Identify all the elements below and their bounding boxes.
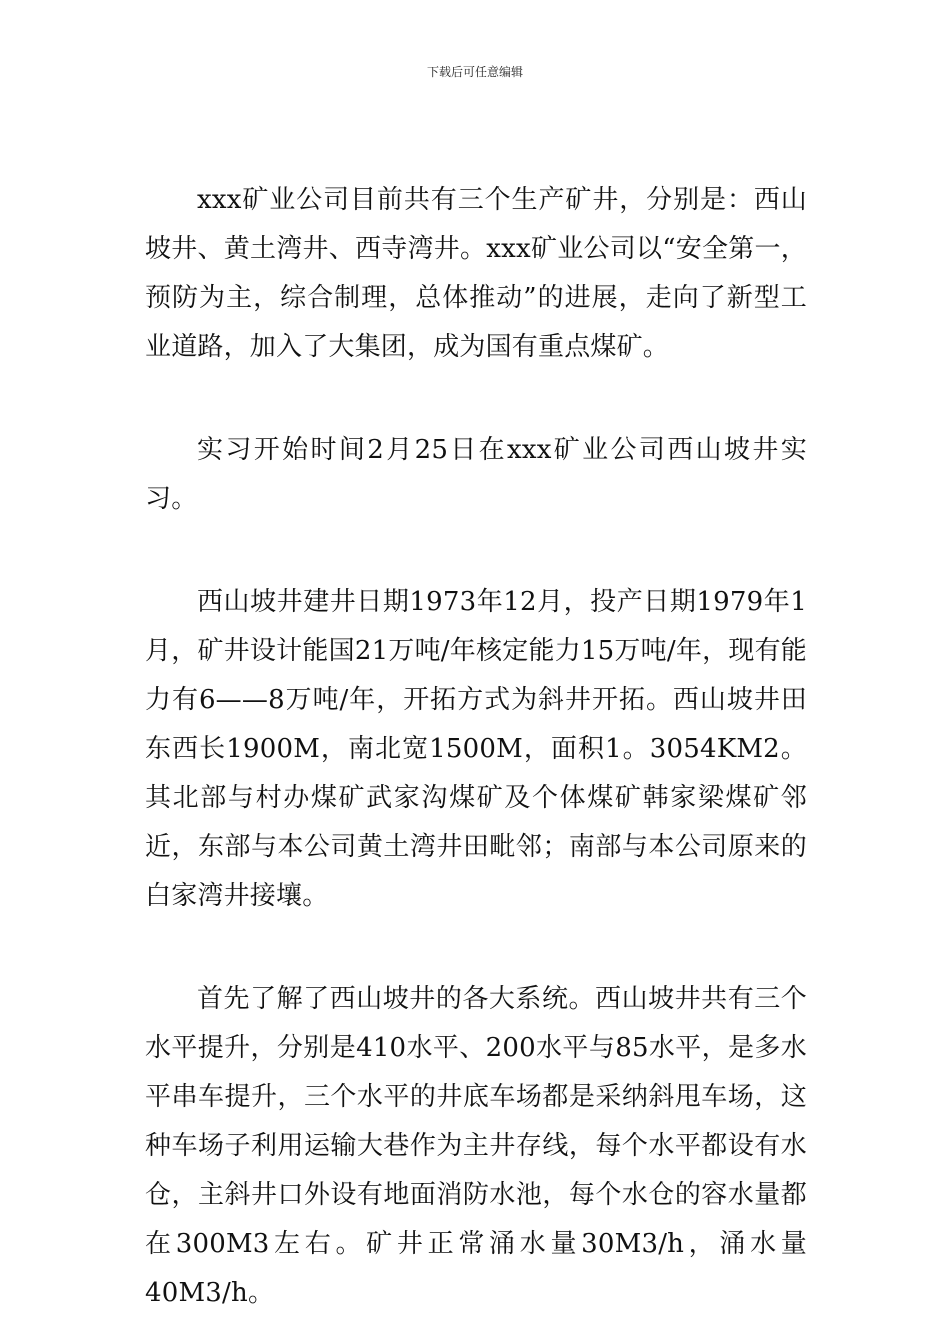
page-header-note: 下载后可任意编辑 <box>426 65 523 79</box>
document-body <box>145 176 807 1318</box>
paragraph-internship-start: 实习开始时间2月25日在xxx矿业公司西山坡井实习。 <box>145 435 807 514</box>
paragraph-mine-details: 西山坡井建井日期1973年12月，投产日期1979年1月，矿井设计能国21万吨/年核定能力15万吨/年，现有能力有6——8万吨/年，开拓方式为斜井开拓。西山坡井田东西长1900M，南北宽1500M，面积1。3054KM2。其北部与村办煤矿武家沟煤矿及个体煤矿韩家梁煤矿邻近，东部与本公司黄土湾井田毗邻；南部与本公司原来的白家湾井接壤。 <box>145 587 807 911</box>
paragraph-mine-systems: 首先了解了西山坡井的各大系统。西山坡井共有三个水平提升，分别是410水平、200水平与85水平，是多水平串车提升，三个水平的井底车场都是采纳斜甩车场，这种车场子利用运输大巷作为主井存线，每个水平都设有水仓，主斜井口外设有地面消防水池，每个水仓的容水量都在300M3左右。矿井正常涌水量30M3/h，涌水量40M3/h。 <box>145 984 807 1308</box>
paragraph-company-overview: xxx矿业公司目前共有三个生产矿井，分别是：西山坡井、黄土湾井、西寺湾井。xxx矿业公司以“安全第一，预防为主，综合制理，总体推动”的进展，走向了新型工业道路，加入了大集团，成为国有重点煤矿。 <box>145 185 807 362</box>
